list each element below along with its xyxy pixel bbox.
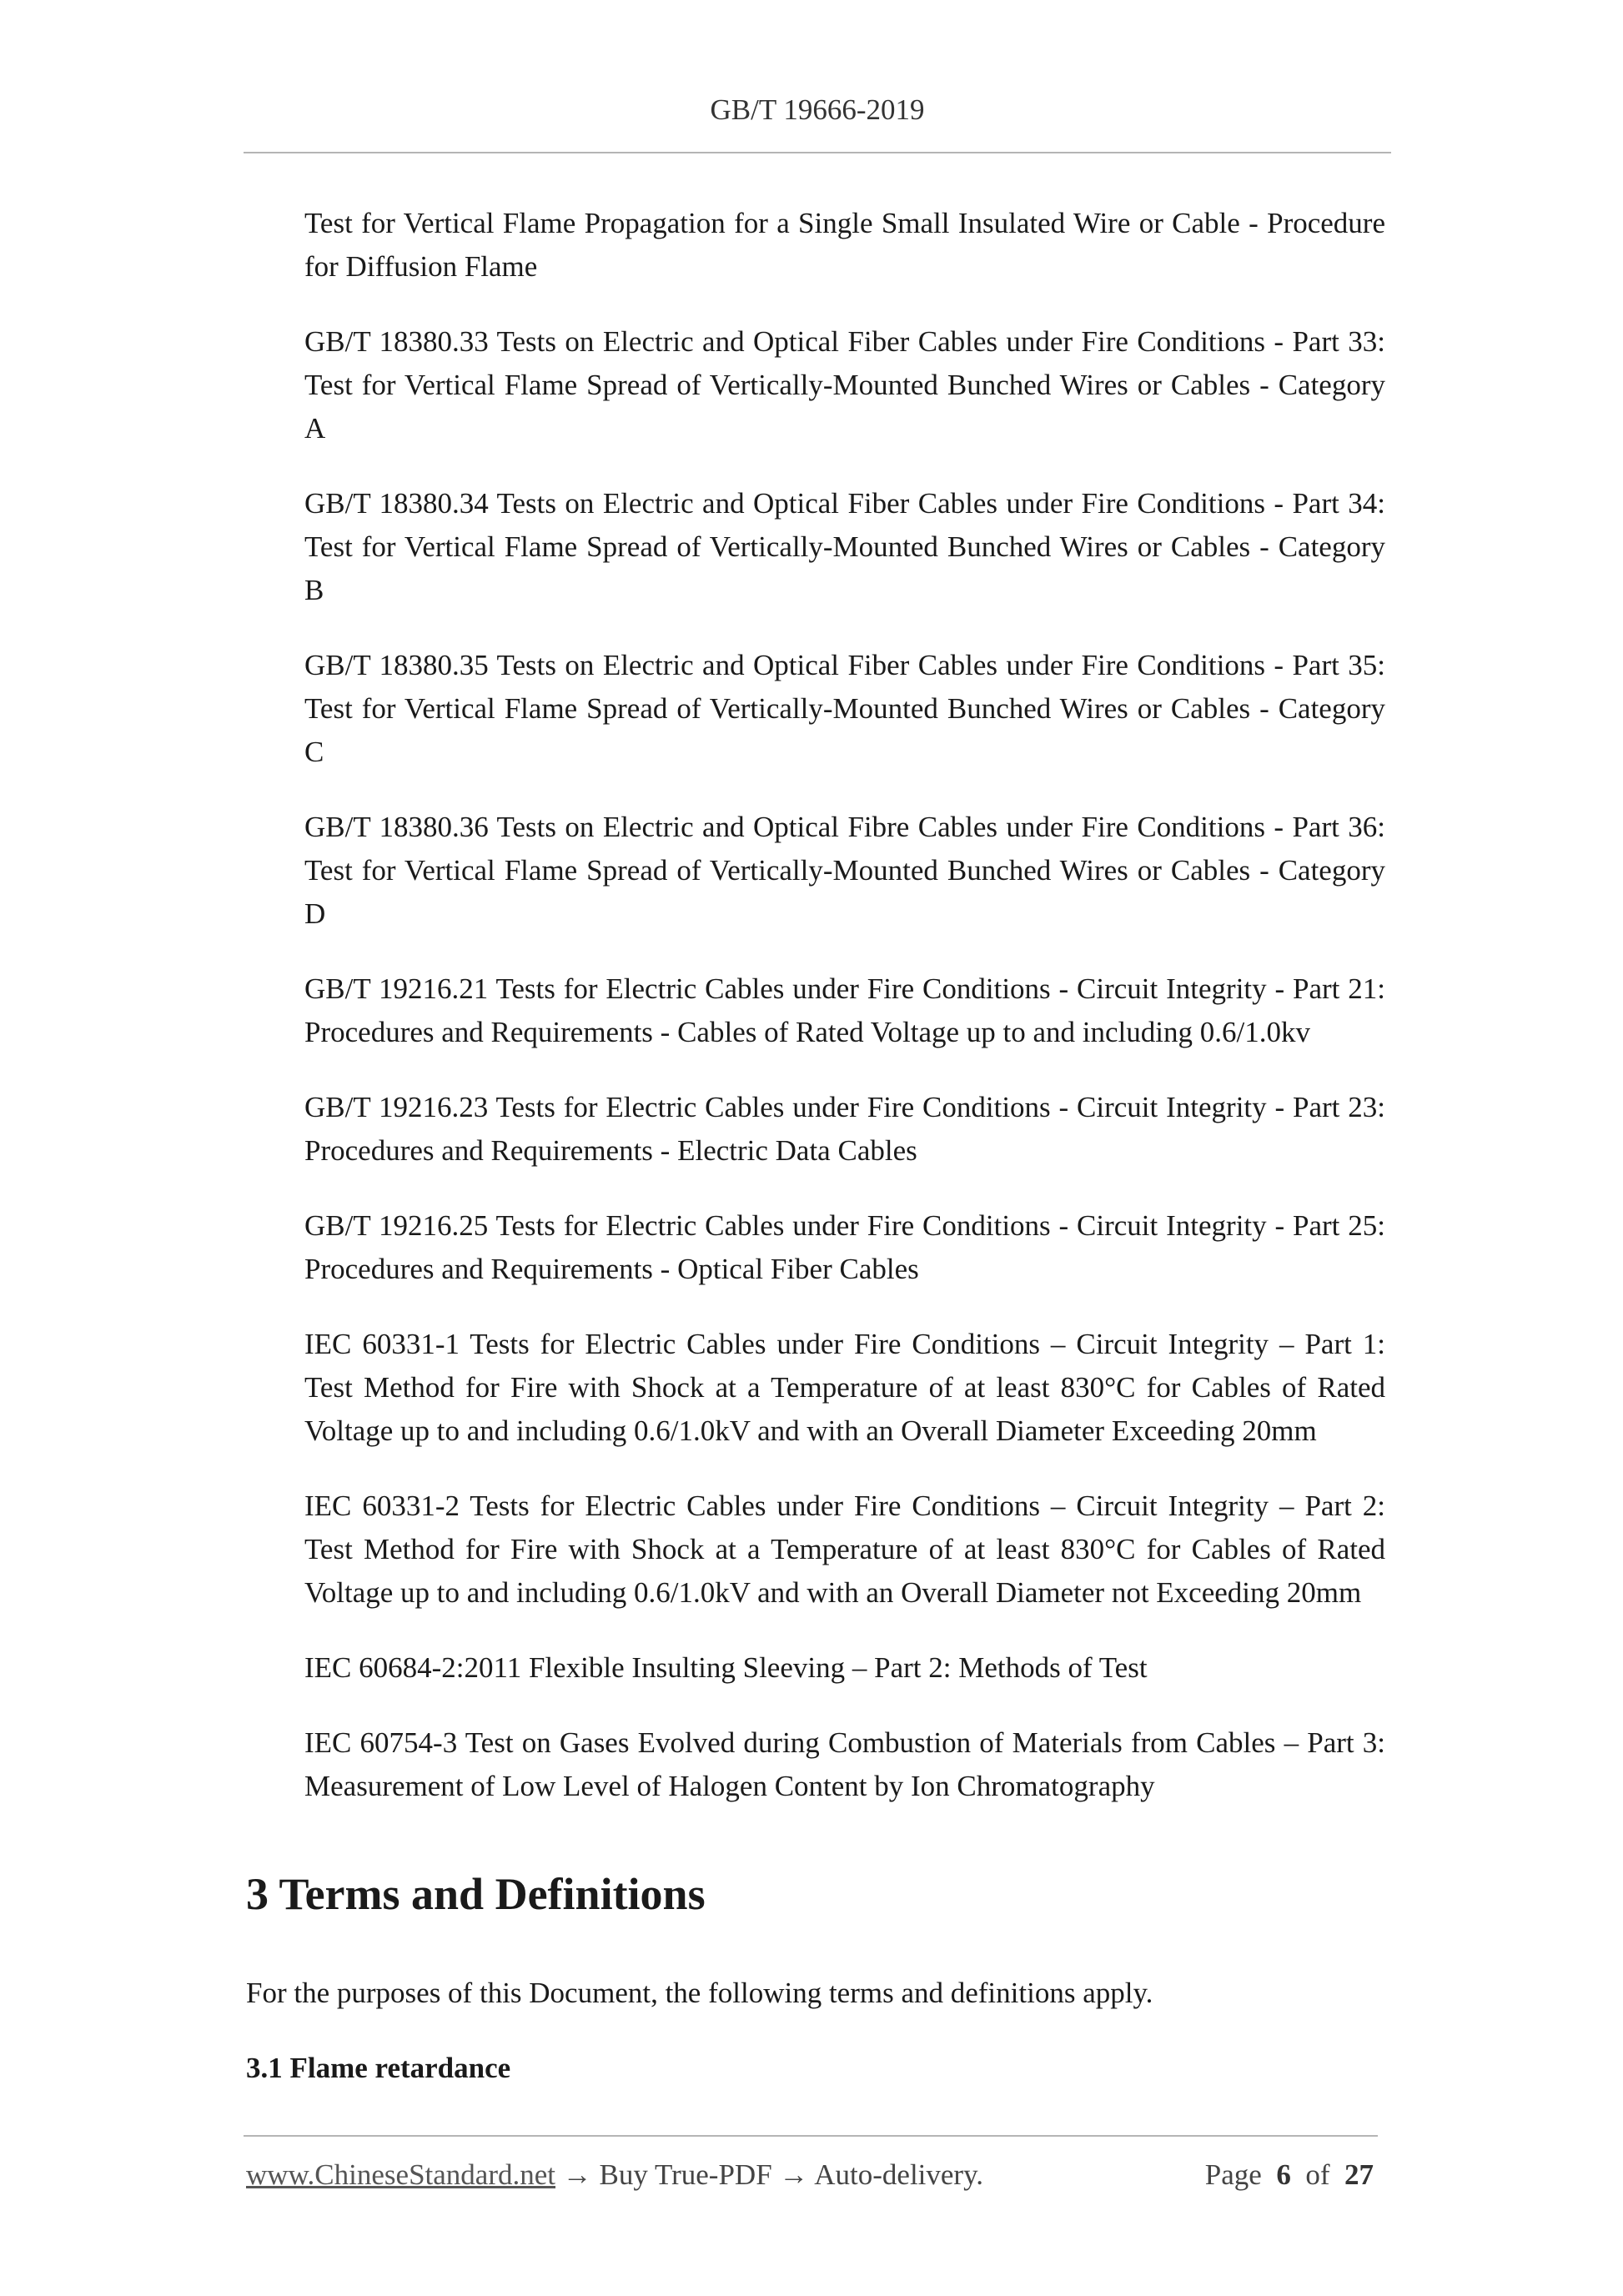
reference-item: Test for Vertical Flame Propagation for a Single Small Insulated Wire or Cable - Procedure for Diffusion Flame xyxy=(304,207,1385,283)
running-header: GB/T 19666-2019 xyxy=(710,93,925,126)
reference-item: IEC 60684-2:2011 Flexible Insulting Sleeving – Part 2: Methods of Test xyxy=(304,1651,1148,1684)
reference-item: GB/T 19216.25 Tests for Electric Cables under Fire Conditions - Circuit Integrity - Part 25: Procedures and Requirements - Optical Fiber Cables xyxy=(304,1209,1385,1285)
reference-item: GB/T 18380.34 Tests on Electric and Optical Fiber Cables under Fire Conditions - Part 34: Test for Vertical Flame Spread of Vertically-Mounted Bunched Wires or Cables - Category B xyxy=(304,487,1385,606)
header-divider xyxy=(244,152,1391,153)
footer-divider xyxy=(244,2135,1378,2137)
subsection-heading: 3.1 Flame retardance xyxy=(246,2052,511,2084)
page-of-label: of xyxy=(1305,2158,1330,2191)
reference-item: GB/T 19216.21 Tests for Electric Cables under Fire Conditions - Circuit Integrity - Part 21: Procedures and Requirements - Cables of Rated Voltage up to and including 0.6/1.0kv xyxy=(304,972,1385,1048)
reference-item: GB/T 19216.23 Tests for Electric Cables under Fire Conditions - Circuit Integrity - Part 23: Procedures and Requirements - Electric Data Cables xyxy=(304,1091,1385,1167)
page-total: 27 xyxy=(1344,2158,1374,2191)
delivery-text: Auto-delivery. xyxy=(814,2158,984,2191)
reference-item: IEC 60754-3 Test on Gases Evolved during Combustion of Materials from Cables – Part 3: Measurement of Low Level of Halogen Content by Ion Chromatography xyxy=(304,1726,1385,1802)
arrow-right-icon: → xyxy=(562,2158,592,2191)
page-number xyxy=(1205,2158,1374,2192)
reference-item: IEC 60331-1 Tests for Electric Cables under Fire Conditions – Circuit Integrity – Part 1: Test Method for Fire with Shock at a Temperature of at least 830°C for Cables of Rated Voltage up to and including 0.6/1.0kV and with an Overall Diameter Exceeding 20mm xyxy=(304,1328,1385,1447)
reference-item: GB/T 18380.33 Tests on Electric and Optical Fiber Cables under Fire Conditions - Part 33: Test for Vertical Flame Spread of Vertically-Mounted Bunched Wires or Cables - Category A xyxy=(304,325,1385,445)
reference-item: GB/T 18380.35 Tests on Electric and Optical Fiber Cables under Fire Conditions - Part 35: Test for Vertical Flame Spread of Vertically-Mounted Bunched Wires or Cables - Category C xyxy=(304,649,1385,768)
reference-item: GB/T 18380.36 Tests on Electric and Optical Fibre Cables under Fire Conditions - Part 36: Test for Vertical Flame Spread of Vertically-Mounted Bunched Wires or Cables - Category D xyxy=(304,811,1385,930)
page-current: 6 xyxy=(1276,2158,1291,2191)
section-intro: For the purposes of this Document, the following terms and definitions apply. xyxy=(246,1977,1153,2009)
page-footer xyxy=(246,2158,1380,2192)
normative-references-list xyxy=(304,202,1385,1840)
buy-pdf-text: Buy True-PDF xyxy=(599,2158,772,2191)
website-link[interactable]: www.ChineseStandard.net xyxy=(246,2158,555,2191)
arrow-right-icon: → xyxy=(779,2158,809,2191)
reference-item: IEC 60331-2 Tests for Electric Cables under Fire Conditions – Circuit Integrity – Part 2: Test Method for Fire with Shock at a Temperature of at least 830°C for Cables of Rated Voltage up to and including 0.6/1.0kV and with an Overall Diameter not Exceeding 20mm xyxy=(304,1490,1385,1609)
page-label: Page xyxy=(1204,2158,1262,2191)
section-heading: 3 Terms and Definitions xyxy=(246,1869,706,1919)
